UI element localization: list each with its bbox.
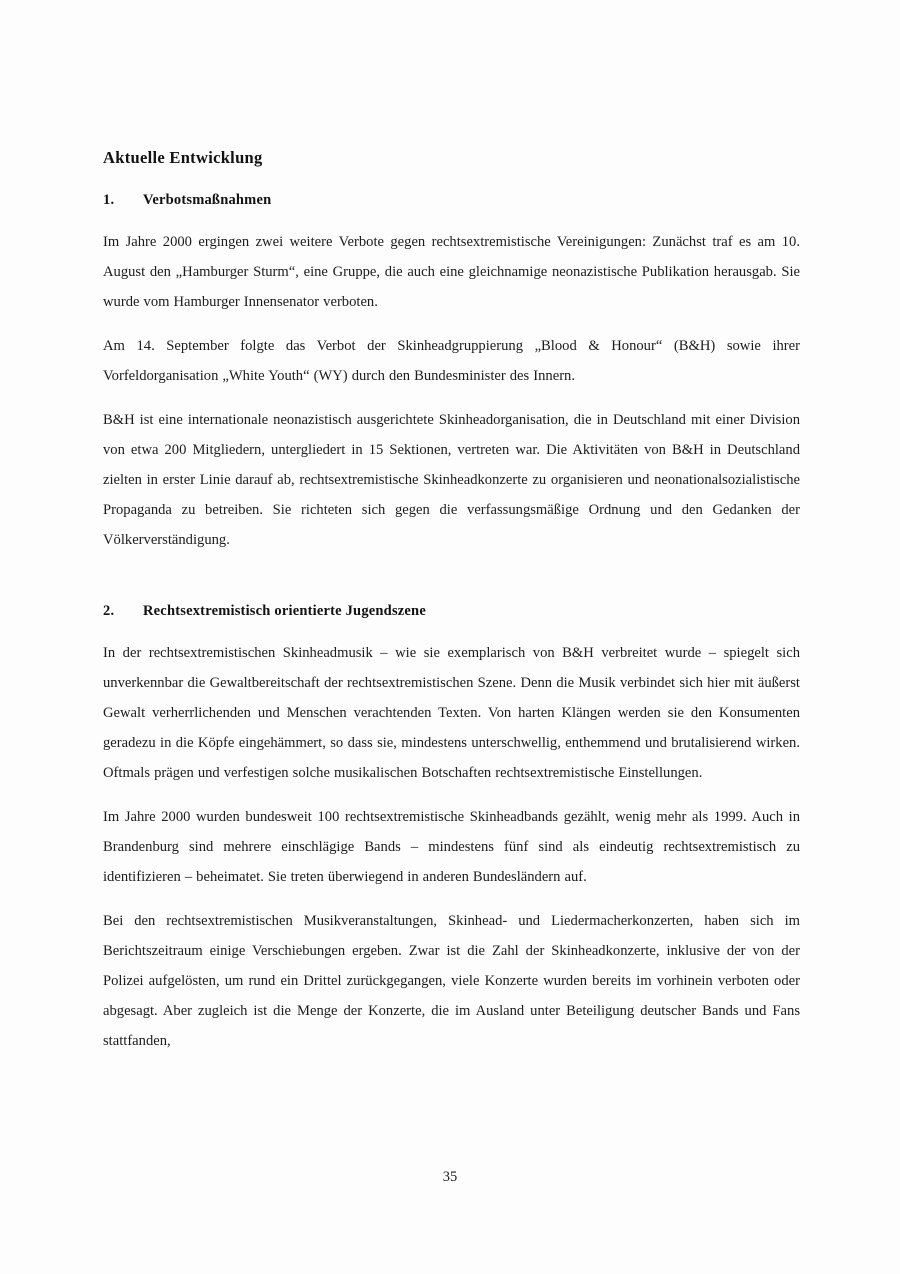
- section-title-2: Rechtsextremistisch orientierte Jugendszene: [143, 603, 426, 619]
- section-spacer: [103, 569, 800, 603]
- paragraph: Im Jahre 2000 wurden bundesweit 100 rechtsextremistische Skinheadbands gezählt, wenig mehr als 1999. Auch in Brandenburg sind mehrere einschlägige Bands – mindestens fünf sind als eindeutig rechtsextremistisch zu identifizieren – beheimatet. Sie treten überwiegend in anderen Bundesländern auf.: [103, 809, 800, 885]
- paragraph: Im Jahre 2000 ergingen zwei weitere Verbote gegen rechtsextremistische Vereinigungen: Zunächst traf es am 10. August den „Hamburger Sturm“, eine Gruppe, die auch eine gleichnamige neonazistische Publikation herausgab. Sie wurde vom Hamburger Innensenator verboten.: [103, 234, 800, 310]
- section-heading-1: [103, 192, 800, 209]
- section-number-2: 2.: [103, 603, 115, 619]
- section-title-1: Verbotsmaßnahmen: [143, 192, 272, 208]
- paragraph: Bei den rechtsextremistischen Musikveranstaltungen, Skinhead- und Liedermacherkonzerten, haben sich im Berichtszeitraum einige Verschiebungen ergeben. Zwar ist die Zahl der Skinheadkonzerte, inklusive der von der Polizei aufgelösten, um rund ein Drittel zurückgegangen, viele Konzerte wurden bereits im vorhinein verboten oder abgesagt. Aber zugleich ist die Menge der Konzerte, die im Ausland unter Beteiligung deutscher Bands und Fans stattfanden,: [103, 913, 800, 1049]
- paragraph: In der rechtsextremistischen Skinheadmusik – wie sie exemplarisch von B&H verbreitet wurde – spiegelt sich unverkennbar die Gewaltbereitschaft der rechtsextremistischen Szene. Denn die Musik verbindet sich hier mit äußerst Gewalt verherrlichenden und Menschen verachtenden Texten. Von harten Klängen werden sie den Konsumenten geradezu in die Köpfe eingehämmert, so dass sie, mindestens unterschwellig, enthemmend und brutalisierend wirken. Oftmals prägen und verfestigen solche musikalischen Botschaften rechtsextremistische Einstellungen.: [103, 645, 800, 781]
- page-title: Aktuelle Entwicklung: [103, 148, 263, 167]
- paragraph: Am 14. September folgte das Verbot der Skinheadgruppierung „Blood & Honour“ (B&H) sowie ihrer Vorfeldorganisation „White Youth“ (WY) durch den Bundesminister des Innern.: [103, 338, 800, 384]
- section-heading-2: [103, 603, 800, 620]
- section-number-1: 1.: [103, 192, 115, 208]
- page-number: 35: [442, 1169, 458, 1185]
- paragraph: B&H ist eine internationale neonazistisch ausgerichtete Skinheadorganisation, die in Deutschland mit einer Division von etwa 200 Mitgliedern, untergliedert in 15 Sektionen, vertreten war. Die Aktivitäten von B&H in Deutschland zielten in erster Linie darauf ab, rechtsextremistische Skinheadkonzerte zu organisieren und neonationalsozialistische Propaganda zu betreiben. Sie richteten sich gegen die verfassungsmäßige Ordnung und den Gedanken der Völkerverständigung.: [103, 412, 800, 548]
